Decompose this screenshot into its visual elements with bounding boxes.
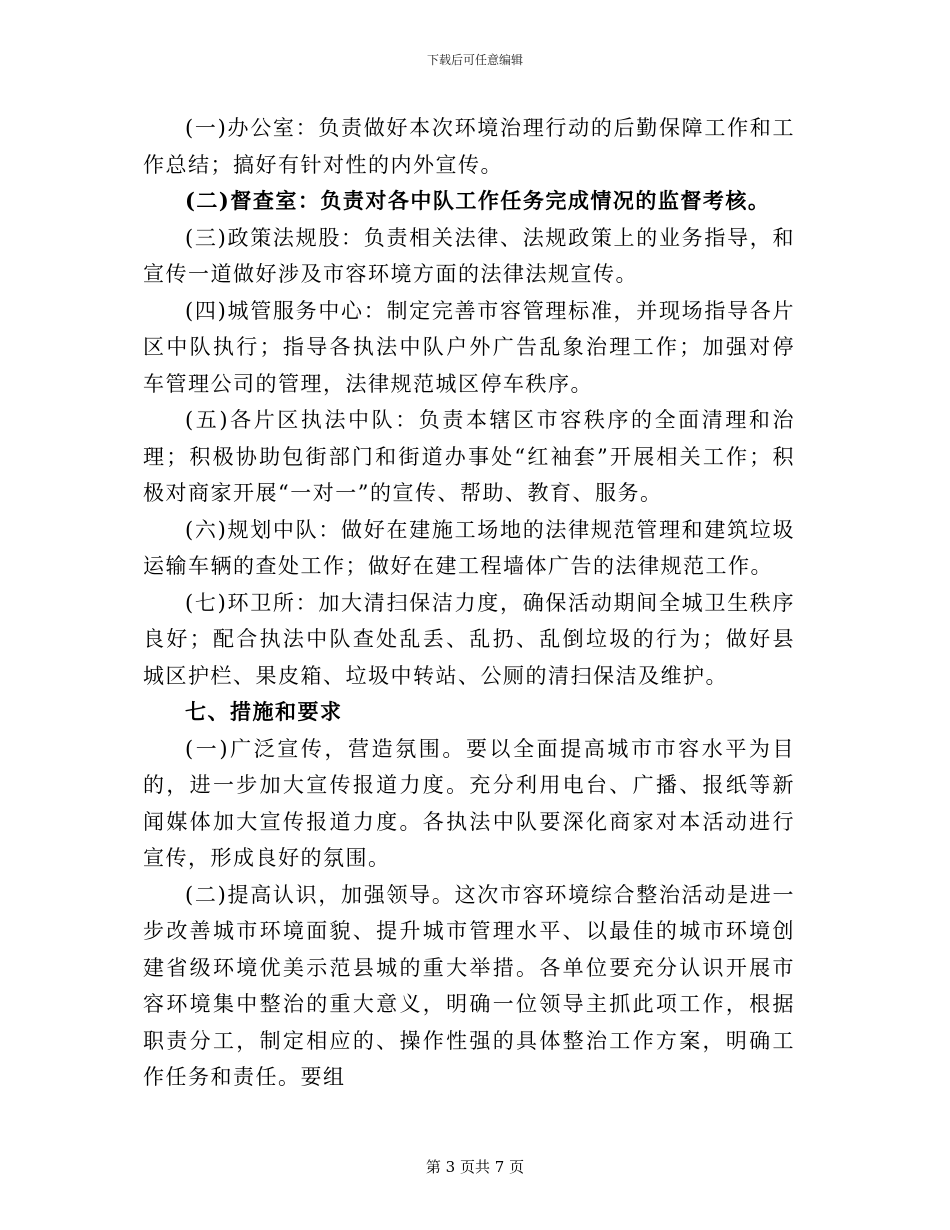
paragraph-publicity: (一)广泛宣传，营造氛围。要以全面提高城市市容水平为目的，进一步加大宣传报道力度。充分利用电台、广播、报纸等新闻媒体加大宣传报道力度。各执法中队要深化商家对本活动进行宣传，形成良好的氛围。 [143, 736, 795, 870]
section-heading-measures: 七、措施和要求 [185, 699, 343, 724]
paragraph-policy-regulation: (三)政策法规股：负责相关法律、法规政策上的业务指导，和宣传一道做好涉及市容环境方面的法律法规宣传。 [143, 225, 795, 286]
paragraph-leadership: (二)提高认识，加强领导。这次市容环境综合整治活动是进一步改善城市环境面貌、提升城市管理水平、以最佳的城市环境创建省级环境优美示范县城的重大举措。各单位要充分认识开展市容环境集中整治的重大意义，明确一位领导主抓此项工作，根据职责分工，制定相应的、操作性强的具体整治工作方案，明确工作任务和责任。要组 [143, 882, 795, 1089]
paragraph-sanitation-office: (七)环卫所：加大清扫保洁力度，确保活动期间全城卫生秩序良好；配合执法中队查处乱丢、乱扔、乱倒垃圾的行为；做好县城区护栏、果皮箱、垃圾中转站、公厕的清扫保洁及维护。 [143, 590, 795, 688]
page-footer: 第 3 页共 7 页 [425, 1158, 525, 1176]
paragraph-urban-service-center: (四)城管服务中心：制定完善市容管理标准，并现场指导各片区中队执行；指导各执法中队户外广告乱象治理工作；加强对停车管理公司的管理，法律规范城区停车秩序。 [143, 298, 795, 396]
paragraph-office: (一)办公室：负责做好本次环境治理行动的后勤保障工作和工作总结；搞好有针对性的内外宣传。 [143, 116, 795, 177]
document-body [143, 110, 795, 1096]
page-header: 下载后可任意编辑 [426, 53, 523, 67]
paragraph-district-squadrons: (五)各片区执法中队：负责本辖区市容秩序的全面清理和治理；积极协助包街部门和街道办事处“红袖套”开展相关工作；积极对商家开展“一对一”的宣传、帮助、教育、服务。 [143, 408, 795, 505]
paragraph-supervision-office: (二)督查室：负责对各中队工作任务完成情况的监督考核。 [185, 188, 771, 213]
paragraph-planning-squadron: (六)规划中队：做好在建施工场地的法律规范管理和建筑垃圾运输车辆的查处工作；做好在建工程墙体广告的法律规范工作。 [143, 517, 795, 578]
